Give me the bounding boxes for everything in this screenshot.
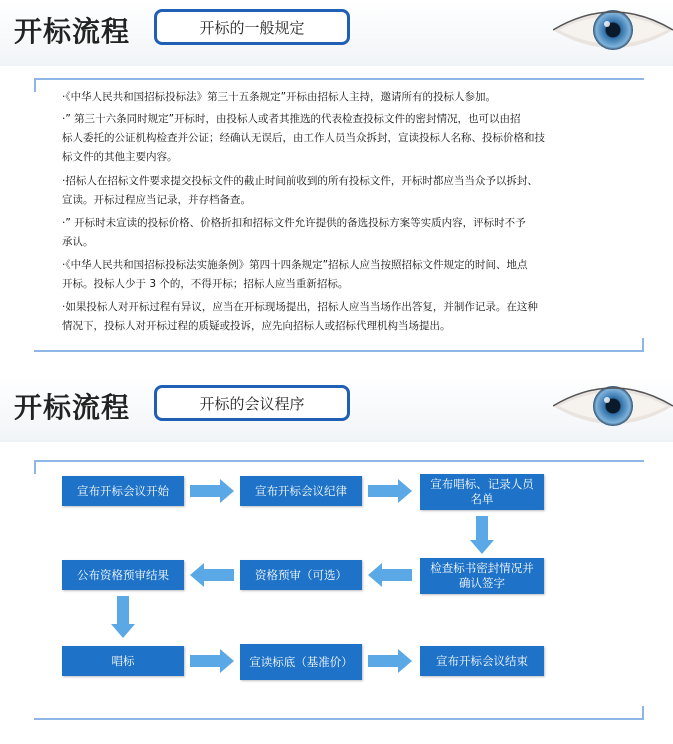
slide-subtitle: 开标的一般规定 bbox=[154, 9, 350, 45]
slide-meeting-procedure bbox=[0, 376, 673, 744]
paragraph-line: 标人委托的公证机构检查并公证；经确认无误后，由工作人员当众拆封，宣读投标人名称、投标价格和技 bbox=[62, 132, 545, 144]
flow-node-prequal: 资格预审（可选） bbox=[240, 560, 362, 590]
slide-title: 开标流程 bbox=[14, 15, 131, 48]
paragraph-line: ·如果投标人对开标过程有异议，应当在开标现场提出，招标人应当当场作出答复，并制作记录。在这种 bbox=[62, 301, 538, 313]
paragraph-line: ·招标人在招标文件要求提交投标文件的截止时间前收到的所有投标文件，开标时都应当当众予以拆封、 bbox=[62, 175, 538, 187]
paragraph bbox=[62, 110, 545, 167]
frame-corner bbox=[642, 338, 644, 352]
arrow-down bbox=[470, 516, 494, 554]
paragraph-line: 承认。 bbox=[62, 236, 94, 248]
paragraph-line: ·《中华人民共和国招标投标法实施条例》第四十四条规定”招标人应当按照招标文件规定的时间、地点 bbox=[62, 259, 528, 271]
paragraph-line: 开标。投标人少于 3 个的，不得开标；招标人应当重新招标。 bbox=[62, 278, 349, 290]
slide-title: 开标流程 bbox=[14, 391, 131, 424]
arrow-right bbox=[368, 649, 412, 673]
flow-node-prequal-result: 公布资格预审结果 bbox=[62, 560, 184, 590]
arrow-down bbox=[111, 596, 135, 638]
flow-arrows bbox=[0, 376, 673, 744]
paragraph bbox=[62, 214, 526, 252]
paragraph-line: ·” 第三十六条同时规定”开标时，由投标人或者其推选的代表检查投标文件的密封情况，也可以由招 bbox=[62, 113, 521, 125]
paragraph-line: 宣读。开标过程应当记录，并存档备查。 bbox=[62, 194, 251, 206]
arrow-right bbox=[190, 479, 234, 503]
paragraph-line: 情况下，投标人对开标过程的质疑或投诉，应先向招标人或招标代理机构当场提出。 bbox=[62, 320, 451, 332]
flow-node-discipline: 宣布开标会议纪律 bbox=[240, 476, 362, 506]
arrow-right bbox=[190, 649, 234, 673]
paragraph bbox=[62, 172, 538, 210]
paragraph bbox=[62, 88, 496, 107]
slide-general-rules bbox=[0, 0, 673, 360]
frame-top bbox=[34, 78, 644, 80]
flow-node-bid-reading: 唱标 bbox=[62, 646, 184, 676]
flow-node-end: 宣布开标会议结束 bbox=[420, 646, 544, 676]
slide-subtitle: 开标的会议程序 bbox=[154, 385, 350, 421]
frame-corner bbox=[34, 78, 36, 92]
paragraph bbox=[62, 298, 538, 336]
paragraph-line: ·《中华人民共和国招标投标法》第三十五条规定”开标由招标人主持，邀请所有的投标人参加。 bbox=[62, 91, 497, 103]
paragraph-line: 标文件的其他主要内容。 bbox=[62, 151, 178, 163]
arrow-left bbox=[368, 563, 412, 587]
flow-node-announce-staff: 宣布唱标、记录人员名单 bbox=[420, 474, 544, 510]
paragraph bbox=[62, 256, 528, 294]
paragraph-line: ·” 开标时未宣读的投标价格、价格折扣和招标文件允许提供的备选投标方案等实质内容，评标时不予 bbox=[62, 217, 526, 229]
arrow-right bbox=[368, 479, 412, 503]
eye-icon bbox=[553, 0, 673, 64]
frame-bottom bbox=[34, 350, 644, 352]
flow-node-check-seal: 检查标书密封情况并确认签字 bbox=[420, 558, 544, 594]
flow-node-start: 宣布开标会议开始 bbox=[62, 476, 184, 506]
flow-node-base-price: 宣读标底（基准价） bbox=[240, 644, 362, 680]
arrow-left bbox=[190, 563, 234, 587]
